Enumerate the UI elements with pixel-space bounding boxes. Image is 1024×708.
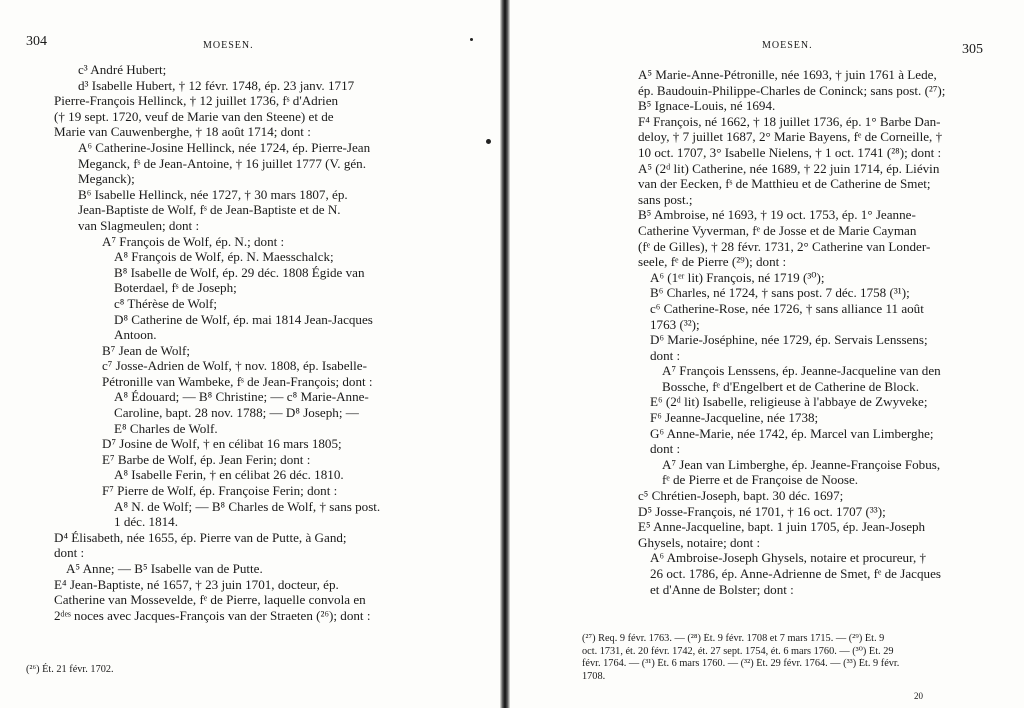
text-line: A⁵ Anne; — B⁵ Isabelle van de Putte. bbox=[66, 561, 263, 576]
text-line: B⁷ Jean de Wolf; bbox=[102, 342, 190, 358]
text-line: c³ André Hubert; bbox=[78, 62, 167, 77]
text-line: A⁷ François de Wolf, ép. N.; dont : bbox=[102, 233, 285, 249]
text-line: A⁵ Marie-Anne-Pétronille, née 1693, † juin 1761 à Lede, bbox=[638, 67, 937, 82]
text-line: dont : bbox=[650, 347, 681, 363]
text-line: E⁵ Anne-Jacqueline, bapt. 1 juin 1705, ép. Jean-Joseph bbox=[638, 519, 926, 535]
text-line: fᵉ de Pierre et de Françoise de Noose. bbox=[662, 472, 859, 488]
text-line: D⁶ Marie-Joséphine, née 1729, ép. Servais Lenssens; bbox=[650, 332, 928, 348]
text-line: Ghysels, notaire; dont : bbox=[638, 534, 761, 550]
text-line: D⁷ Josine de Wolf, † en célibat 16 mars 1805; bbox=[102, 436, 342, 452]
text-line: sans post.; bbox=[638, 191, 693, 207]
book-spine bbox=[500, 0, 510, 708]
ink-speck bbox=[486, 139, 491, 144]
page-number-right: 305 bbox=[962, 42, 983, 57]
footnote-line: oct. 1731, ét. 20 févr. 1742, ét. 27 sept. 1754, ét. 6 mars 1760. — (³⁰) Ét. 29 bbox=[582, 645, 894, 657]
text-line: G⁶ Anne-Marie, née 1742, ép. Marcel van Limberghe; bbox=[650, 425, 934, 441]
text-line: dont : bbox=[650, 441, 681, 457]
text-line: Catherine van Mosseveldе, fᵉ de Pierre, laquelle convola en bbox=[54, 592, 366, 608]
text-line: F⁶ Jeanne-Jacqueline, née 1738; bbox=[650, 410, 819, 426]
footnote-line: 1708. bbox=[582, 670, 606, 682]
text-line: († 19 sept. 1720, veuf de Marie van den Steene) et de bbox=[54, 108, 334, 124]
text-line: A⁶ Catherine-Josine Hellinck, née 1724, ép. Pierre-Jean bbox=[78, 139, 371, 155]
text-line: A⁵ (2ᵈ lit) Catherine, née 1689, † 22 juin 1714, ép. Liévin bbox=[638, 160, 940, 176]
text-line: A⁸ Isabelle Ferin, † en célibat 26 déc. 1810. bbox=[114, 467, 344, 483]
text-line: B⁵ Ambroise, né 1693, † 19 oct. 1753, ép. 1° Jeanne- bbox=[638, 207, 916, 223]
text-line: B⁸ Isabelle de Wolf, ép. 29 déc. 1808 Égide van bbox=[114, 264, 365, 280]
footnote-left: (²⁶) Ét. 21 févr. 1702. bbox=[26, 664, 114, 675]
left-page-body bbox=[54, 62, 426, 623]
text-line: A⁸ Édouard; — B⁸ Christine; — c⁸ Marie-Anne- bbox=[114, 389, 369, 405]
text-line: A⁶ (1ᵉʳ lit) François, né 1719 (³⁰); bbox=[650, 269, 825, 285]
text-line: 2ᵈᵉˢ noces avec Jacques-François van der Straeten (²⁶); dont : bbox=[54, 607, 371, 623]
text-line: A⁷ François Lenssens, ép. Jeanne-Jacqueline van den bbox=[662, 363, 941, 379]
text-line: et d'Anne de Bolster; dont : bbox=[650, 581, 794, 597]
text-line: D⁸ Catherine de Wolf, ép. mai 1814 Jean-Jacques bbox=[114, 311, 373, 327]
text-line: Pétronille van Wambeke, fˢ de Jean-François; dont : bbox=[102, 373, 373, 389]
signature-number: 20 bbox=[914, 691, 923, 701]
text-line: F⁷ Pierre de Wolf, ép. Françoise Ferin; dont : bbox=[102, 483, 338, 499]
text-line: 26 oct. 1786, ép. Anne-Adrienne de Smet, fᵉ de Jacques bbox=[650, 566, 941, 581]
text-line: 1763 (³²); bbox=[650, 316, 700, 332]
text-line: van der Eecken, fˢ de Matthieu et de Catherine de Smet; bbox=[638, 176, 931, 192]
text-line: Boterdael, fˢ de Joseph; bbox=[114, 280, 237, 296]
text-line: Pierre-François Hellinck, † 12 juillet 1736, fˢ d'Adrien bbox=[54, 93, 339, 109]
page-number-left: 304 bbox=[26, 34, 47, 49]
text-line: F⁴ François, né 1662, † 18 juillet 1736, ép. 1° Barbe Dan- bbox=[638, 113, 941, 129]
text-line: E⁸ Charles de Wolf. bbox=[114, 420, 218, 436]
text-line: Antoon. bbox=[114, 327, 157, 343]
right-page bbox=[510, 0, 1024, 708]
text-line: Jean-Baptiste de Wolf, fˢ de Jean-Baptiste et de N. bbox=[78, 202, 341, 218]
text-line: E⁶ (2ᵈ lit) Isabelle, religieuse à l'abbaye de Zwyveke; bbox=[650, 394, 928, 410]
text-line: Marie van Cauwenberghe, † 18 août 1714; dont : bbox=[54, 124, 311, 140]
text-line: c⁵ Chrétien-Joseph, bapt. 30 déc. 1697; bbox=[638, 488, 844, 504]
ink-speck bbox=[470, 38, 473, 41]
right-page-body bbox=[638, 67, 980, 597]
text-line: d³ Isabelle Hubert, † 12 févr. 1748, ép. 23 janv. 1717 bbox=[78, 77, 355, 93]
text-line: Meganck); bbox=[78, 171, 135, 187]
text-line: c⁶ Catherine-Rose, née 1726, † sans alliance 11 août bbox=[650, 300, 924, 316]
text-line: dont : bbox=[54, 545, 85, 561]
text-line: A⁸ N. de Wolf; — B⁸ Charles de Wolf, † sans post. bbox=[114, 498, 381, 514]
text-line: c⁸ Thérèse de Wolf; bbox=[114, 295, 218, 311]
running-title-right: MOESEN. bbox=[762, 40, 813, 51]
text-line: c⁷ Josse-Adrien de Wolf, † nov. 1808, ép. Isabelle- bbox=[102, 358, 367, 374]
text-line: B⁶ Charles, né 1724, † sans post. 7 déc. 1758 (³¹); bbox=[650, 285, 910, 301]
text-line: seele, fᵉ de Pierre (²⁹); dont : bbox=[638, 254, 787, 270]
text-line: D⁴ Élisabeth, née 1655, ép. Pierre van de Putte, à Gand; bbox=[54, 529, 347, 545]
text-line: A⁷ Jean van Limberghe, ép. Jeanne-Françoise Fobus, bbox=[662, 456, 941, 472]
text-line: B⁵ Ignace-Louis, né 1694. bbox=[638, 98, 776, 114]
footnotes-right bbox=[582, 633, 987, 683]
text-line: 1 déc. 1814. bbox=[114, 514, 178, 530]
text-line: deloy, † 7 juillet 1687, 2° Marie Bayens, fᵉ de Corneille, † bbox=[638, 129, 943, 145]
footnote-line: févr. 1764. — (³¹) Ét. 6 mars 1760. — (³²) Ét. 29 févr. 1764. — (³³) Ét. 9 févr. bbox=[582, 658, 900, 670]
text-line: 10 oct. 1707, 3° Isabelle Nielens, † 1 oct. 1741 (²⁸); dont : bbox=[638, 144, 942, 160]
text-line: Caroline, bapt. 28 nov. 1788; — D⁸ Joseph; — bbox=[114, 405, 359, 421]
text-line: ép. Baudouin-Philippe-Charles de Coninck; sans post. (²⁷); bbox=[638, 82, 946, 98]
text-line: D⁵ Josse-François, né 1701, † 16 oct. 1707 (³³); bbox=[638, 503, 886, 519]
footnote-line: (²⁷) Req. 9 févr. 1763. — (²⁸) Ét. 9 févr. 1708 et 7 mars 1715. — (²⁹) Ét. 9 bbox=[582, 633, 885, 644]
text-line: E⁴ Jean-Baptiste, né 1657, † 23 juin 1701, docteur, ép. bbox=[54, 576, 339, 592]
text-line: A⁶ Ambroise-Joseph Ghysels, notaire et procureur, † bbox=[650, 550, 927, 566]
running-title-left: MOESEN. bbox=[203, 40, 254, 51]
left-page bbox=[0, 0, 500, 708]
text-line: E⁷ Barbe de Wolf, ép. Jean Ferin; dont : bbox=[102, 451, 311, 467]
text-line: Catherine Vyverman, fᵉ de Josse et de Marie Cayman bbox=[638, 222, 917, 238]
text-line: Meganck, fˢ de Jean-Antoine, † 16 juillet 1777 (V. gén. bbox=[78, 155, 366, 171]
text-line: Bossche, fᵉ d'Engelbert et de Catherine de Block. bbox=[662, 378, 919, 394]
text-line: (fᵉ de Gilles), † 28 févr. 1731, 2° Catherine van Londer- bbox=[638, 238, 931, 254]
text-line: A⁸ François de Wolf, ép. N. Maesschalck; bbox=[114, 249, 334, 265]
text-line: van Slagmeulen; dont : bbox=[78, 217, 200, 233]
text-line: B⁶ Isabelle Hellinck, née 1727, † 30 mars 1807, ép. bbox=[78, 186, 348, 202]
